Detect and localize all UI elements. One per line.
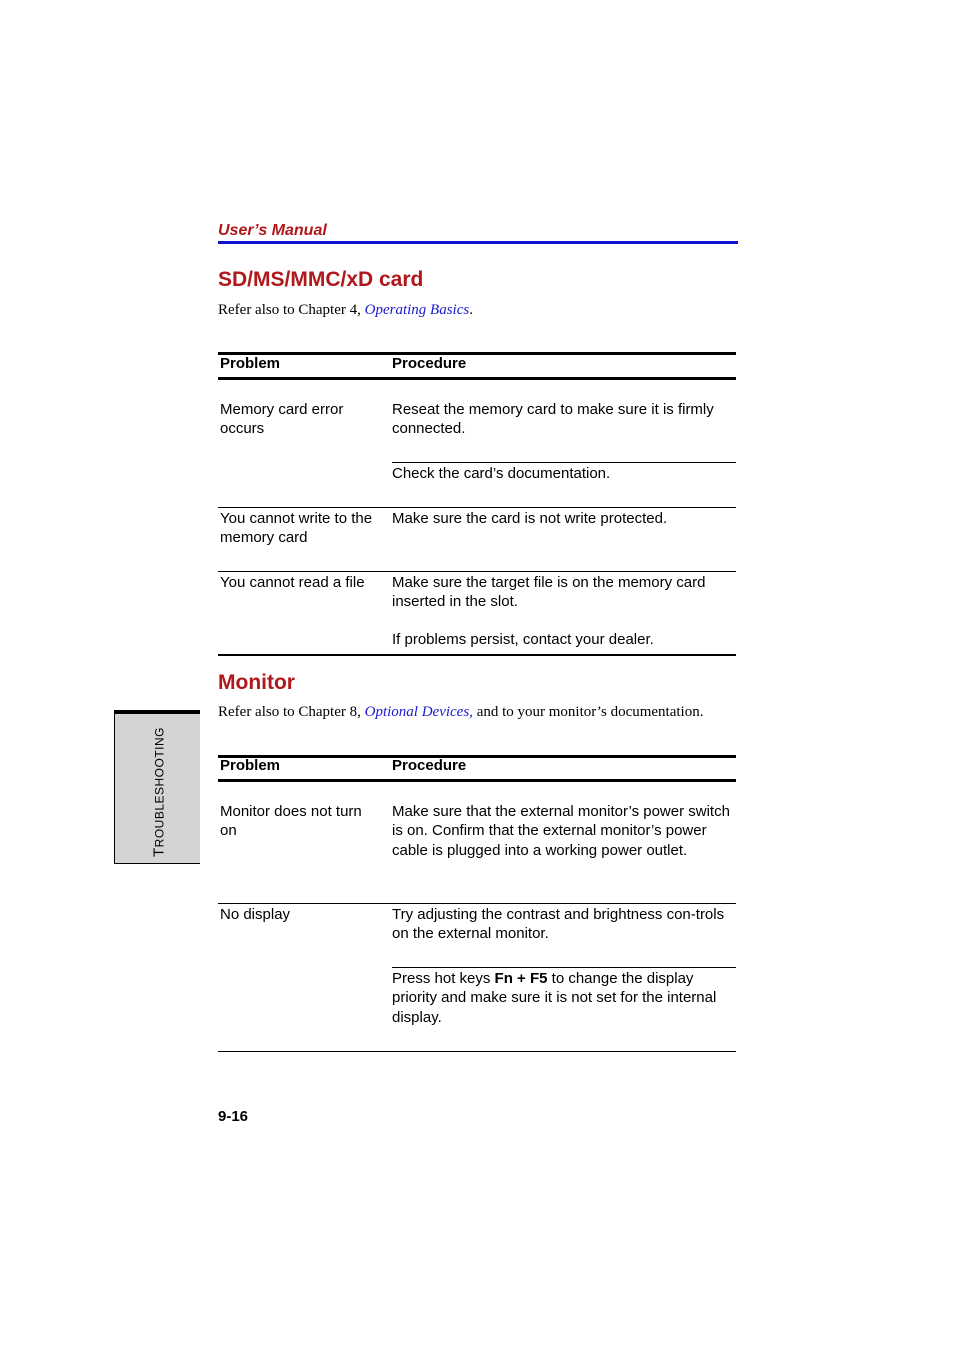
page-number: 9-16 [218, 1108, 249, 1125]
monitor-refer-text: Refer also to Chapter 8, Optional Devices, and to your monitor’s documentation. [218, 704, 704, 720]
side-tab-label: TROUBLESHOOTING [150, 726, 168, 858]
monitor-table-header-rule [218, 779, 736, 782]
monitor-row2-procedure-2: Press hot keys Fn + F5 to change the display priority and make sure it is not set for the internal display. [392, 970, 717, 1026]
sd-row1-procedure-1: Reseat the memory card to make sure it is firmly connected. [392, 401, 714, 438]
sd-row3-procedure-2: If problems persist, contact your dealer. [392, 631, 654, 648]
sd-card-section-title: SD/MS/MMC/xD card [218, 268, 424, 291]
monitor-row2-inner-rule [392, 967, 736, 968]
sd-header-problem: Problem [220, 355, 281, 372]
sd-row1-inner-rule [392, 462, 736, 463]
sd-row1-problem: Memory card error occurs [220, 401, 344, 438]
optional-devices-link[interactable]: Optional Devices, [364, 704, 473, 720]
monitor-row2-problem: No display [220, 906, 291, 923]
sd-card-refer-text: Refer also to Chapter 4, Operating Basics. [218, 302, 473, 318]
sd-row2-problem: You cannot write to the memory card [220, 510, 373, 547]
hotkey-fn-f5: Fn + F5 [494, 970, 548, 987]
monitor-row2-rule [218, 903, 736, 904]
monitor-section-title: Monitor [218, 671, 295, 694]
sd-row3-problem: You cannot read a file [220, 574, 365, 591]
sd-table-header-rule [218, 377, 736, 380]
sd-row2-procedure-1: Make sure the card is not write protected. [392, 510, 668, 527]
sd-row2-rule [218, 507, 736, 508]
monitor-row1-problem: Monitor does not turn on [220, 803, 362, 840]
sd-header-procedure: Procedure [392, 355, 467, 372]
monitor-header-problem: Problem [220, 757, 281, 774]
chapter-side-tab [114, 710, 200, 864]
monitor-header-procedure: Procedure [392, 757, 467, 774]
monitor-table-bottom-rule [218, 1051, 736, 1052]
operating-basics-link[interactable]: Operating Basics [364, 302, 470, 318]
monitor-row1-procedure-1: Make sure that the external monitor’s power switch is on. Confirm that the external monitor’s power cable is plugged into a working power outlet. [392, 803, 730, 859]
sd-table-top-rule [218, 352, 736, 355]
sd-row3-rule [218, 571, 736, 572]
sd-row3-procedure-1: Make sure the target file is on the memory card inserted in the slot. [392, 574, 706, 611]
sd-row1-procedure-2: Check the card’s documentation. [392, 465, 611, 482]
header-rule [218, 241, 738, 244]
sd-table-bottom-rule [218, 654, 736, 656]
monitor-table-top-rule [218, 755, 736, 758]
running-head: User’s Manual [218, 222, 327, 239]
monitor-row2-procedure-1: Try adjusting the contrast and brightness con-trols on the external monitor. [392, 906, 725, 943]
